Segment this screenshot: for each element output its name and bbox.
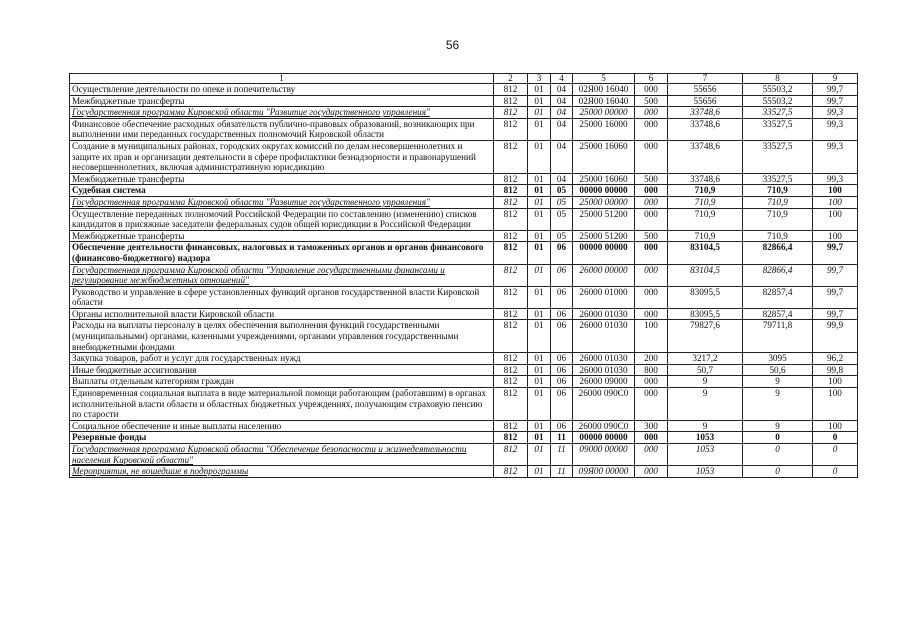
section-cell: 01 — [528, 118, 551, 140]
item-name-cell: Создание в муниципальных районах, городских округах комиссий по делам несовершеннолетних и защите их прав и организации деятельности в сфере профилактики безнадзорности и правонарушений несовершеннолетних, включая административную юрисдикцию — [70, 140, 494, 173]
subsection-cell: 05 — [551, 185, 573, 197]
percent-cell: 99,9 — [813, 320, 858, 353]
item-name-cell: Руководство и управление в сфере установленных функций органов государственной власти Кировской области — [70, 286, 494, 308]
percent-cell: 99,7 — [813, 264, 858, 286]
section-cell: 01 — [528, 353, 551, 365]
expense-type-cell: 500 — [635, 230, 668, 242]
header-cell: 4 — [551, 74, 573, 84]
expense-type-cell: 000 — [635, 376, 668, 388]
percent-cell: 100 — [813, 230, 858, 242]
actual-amount-cell: 82857,4 — [743, 308, 813, 320]
expense-type-cell: 000 — [635, 432, 668, 444]
plan-amount-cell: 9 — [668, 376, 743, 388]
percent-cell: 96,2 — [813, 353, 858, 365]
ministry-code-cell: 812 — [494, 173, 528, 185]
target-article-cell: 25000 00000 — [573, 196, 635, 208]
item-name-cell: Межбюджетные трансферты — [70, 230, 494, 242]
plan-amount-cell: 1053 — [668, 444, 743, 466]
section-cell: 01 — [528, 388, 551, 421]
section-cell: 01 — [528, 444, 551, 466]
item-name-cell: Осуществление переданных полномочий Российской Федерации по составлению (изменению) списков кандидатов в присяжные заседатели федеральных судов общей юрисдикции в Российской Федерации — [70, 208, 494, 230]
plan-amount-cell: 83104,5 — [668, 264, 743, 286]
expense-type-cell: 000 — [635, 242, 668, 264]
section-cell: 01 — [528, 84, 551, 96]
plan-amount-cell: 33748,6 — [668, 118, 743, 140]
plan-amount-cell: 710,9 — [668, 196, 743, 208]
ministry-code-cell: 812 — [494, 432, 528, 444]
ministry-code-cell: 812 — [494, 364, 528, 376]
item-name-cell: Государственная программа Кировской области "Развитие государственного управления" — [70, 196, 494, 208]
subsection-cell: 11 — [551, 432, 573, 444]
section-cell: 01 — [528, 376, 551, 388]
subsection-cell: 05 — [551, 196, 573, 208]
header-cell: 3 — [528, 74, 551, 84]
actual-amount-cell: 33527,5 — [743, 118, 813, 140]
plan-amount-cell: 55656 — [668, 95, 743, 107]
target-article-cell: 26000 01030 — [573, 364, 635, 376]
plan-amount-cell: 9 — [668, 420, 743, 432]
ministry-code-cell: 812 — [494, 196, 528, 208]
actual-amount-cell: 3095 — [743, 353, 813, 365]
table-row — [70, 432, 858, 444]
table-row — [70, 242, 858, 264]
table-row — [70, 466, 858, 478]
percent-cell: 100 — [813, 420, 858, 432]
table-row — [70, 320, 858, 353]
table-row — [70, 208, 858, 230]
plan-amount-cell: 83095,5 — [668, 286, 743, 308]
actual-amount-cell: 9 — [743, 376, 813, 388]
subsection-cell: 05 — [551, 208, 573, 230]
target-article-cell: 26000 090С0 — [573, 420, 635, 432]
page-number: 56 — [445, 38, 460, 52]
section-cell: 01 — [528, 432, 551, 444]
subsection-cell: 11 — [551, 466, 573, 478]
table-row — [70, 264, 858, 286]
table-row — [70, 364, 858, 376]
ministry-code-cell: 812 — [494, 308, 528, 320]
item-name-cell: Межбюджетные трансферты — [70, 95, 494, 107]
item-name-cell: Социальное обеспечение и иные выплаты населению — [70, 420, 494, 432]
item-name-cell: Иные бюджетные ассигнования — [70, 364, 494, 376]
expense-type-cell: 500 — [635, 95, 668, 107]
ministry-code-cell: 812 — [494, 242, 528, 264]
section-cell: 01 — [528, 208, 551, 230]
subsection-cell: 06 — [551, 308, 573, 320]
subsection-cell: 04 — [551, 84, 573, 96]
header-cell: 6 — [635, 74, 668, 84]
section-cell: 01 — [528, 320, 551, 353]
actual-amount-cell: 82857,4 — [743, 286, 813, 308]
subsection-cell: 04 — [551, 118, 573, 140]
ministry-code-cell: 812 — [494, 118, 528, 140]
header-cell: 8 — [743, 74, 813, 84]
target-article-cell: 25000 16000 — [573, 118, 635, 140]
expense-type-cell: 000 — [635, 466, 668, 478]
header-cell: 5 — [573, 74, 635, 84]
target-article-cell: 25000 51200 — [573, 208, 635, 230]
target-article-cell: 26000 090С0 — [573, 388, 635, 421]
actual-amount-cell: 9 — [743, 388, 813, 421]
ministry-code-cell: 812 — [494, 444, 528, 466]
target-article-cell: 02Я00 16040 — [573, 95, 635, 107]
expense-type-cell: 000 — [635, 388, 668, 421]
table-row — [70, 420, 858, 432]
section-cell: 01 — [528, 420, 551, 432]
ministry-code-cell: 812 — [494, 466, 528, 478]
section-cell: 01 — [528, 466, 551, 478]
expense-type-cell: 800 — [635, 364, 668, 376]
percent-cell: 100 — [813, 196, 858, 208]
actual-amount-cell: 50,6 — [743, 364, 813, 376]
item-name-cell: Финансовое обеспечение расходных обязательств публично-правовых образований, возникающих при выполнении ими переданных государственных полномочий Кировской области — [70, 118, 494, 140]
table-row — [70, 308, 858, 320]
subsection-cell: 06 — [551, 364, 573, 376]
ministry-code-cell: 812 — [494, 376, 528, 388]
percent-cell: 100 — [813, 208, 858, 230]
percent-cell: 0 — [813, 432, 858, 444]
subsection-cell: 06 — [551, 286, 573, 308]
actual-amount-cell: 82866,4 — [743, 264, 813, 286]
expense-type-cell: 000 — [635, 107, 668, 119]
target-article-cell: 25000 00000 — [573, 107, 635, 119]
table-row — [70, 107, 858, 119]
percent-cell: 99,3 — [813, 173, 858, 185]
expense-type-cell: 000 — [635, 264, 668, 286]
ministry-code-cell: 812 — [494, 208, 528, 230]
item-name-cell: Органы исполнительной власти Кировской области — [70, 308, 494, 320]
percent-cell: 99,8 — [813, 364, 858, 376]
expense-type-cell: 000 — [635, 118, 668, 140]
plan-amount-cell: 9 — [668, 388, 743, 421]
ministry-code-cell: 812 — [494, 84, 528, 96]
plan-amount-cell: 710,9 — [668, 185, 743, 197]
actual-amount-cell: 710,9 — [743, 185, 813, 197]
subsection-cell: 11 — [551, 444, 573, 466]
header-cell: 9 — [813, 74, 858, 84]
actual-amount-cell: 0 — [743, 432, 813, 444]
target-article-cell: 25000 16060 — [573, 173, 635, 185]
percent-cell: 99,7 — [813, 308, 858, 320]
percent-cell: 99,7 — [813, 286, 858, 308]
ministry-code-cell: 812 — [494, 230, 528, 242]
expense-type-cell: 000 — [635, 140, 668, 173]
percent-cell: 100 — [813, 185, 858, 197]
subsection-cell: 06 — [551, 320, 573, 353]
plan-amount-cell: 50,7 — [668, 364, 743, 376]
expense-type-cell: 000 — [635, 444, 668, 466]
plan-amount-cell: 33748,6 — [668, 140, 743, 173]
section-cell: 01 — [528, 107, 551, 119]
expense-type-cell: 500 — [635, 173, 668, 185]
table-row — [70, 230, 858, 242]
section-cell: 01 — [528, 196, 551, 208]
ministry-code-cell: 812 — [494, 140, 528, 173]
ministry-code-cell: 812 — [494, 264, 528, 286]
subsection-cell: 06 — [551, 353, 573, 365]
target-article-cell: 25000 16060 — [573, 140, 635, 173]
actual-amount-cell: 0 — [743, 466, 813, 478]
plan-amount-cell: 79827,6 — [668, 320, 743, 353]
section-cell: 01 — [528, 264, 551, 286]
section-cell: 01 — [528, 173, 551, 185]
plan-amount-cell: 710,9 — [668, 230, 743, 242]
plan-amount-cell: 33748,6 — [668, 107, 743, 119]
expense-type-cell: 100 — [635, 320, 668, 353]
target-article-cell: 00000 00000 — [573, 185, 635, 197]
expense-type-cell: 300 — [635, 420, 668, 432]
expense-type-cell: 000 — [635, 286, 668, 308]
expense-type-cell: 000 — [635, 84, 668, 96]
item-name-cell: Государственная программа Кировской области "Управление государственными финансами и регулирование межбюджетных отношений" — [70, 264, 494, 286]
target-article-cell: 26000 00000 — [573, 264, 635, 286]
target-article-cell: 26000 01030 — [573, 353, 635, 365]
target-article-cell: 25000 51200 — [573, 230, 635, 242]
target-article-cell: 26000 01030 — [573, 320, 635, 353]
subsection-cell: 04 — [551, 173, 573, 185]
percent-cell: 99,7 — [813, 242, 858, 264]
item-name-cell: Осуществление деятельности по опеке и попечительству — [70, 84, 494, 96]
table-row — [70, 388, 858, 421]
percent-cell: 99,3 — [813, 140, 858, 173]
plan-amount-cell: 83095,5 — [668, 308, 743, 320]
item-name-cell: Мероприятия, не вошедшие в подпрограммы — [70, 466, 494, 478]
subsection-cell: 06 — [551, 388, 573, 421]
target-article-cell: 09Я00 00000 — [573, 466, 635, 478]
subsection-cell: 06 — [551, 420, 573, 432]
column-number-header-row — [70, 74, 858, 84]
actual-amount-cell: 55503,2 — [743, 95, 813, 107]
header-cell: 1 — [70, 74, 494, 84]
section-cell: 01 — [528, 364, 551, 376]
item-name-cell: Закупка товаров, работ и услуг для государственных нужд — [70, 353, 494, 365]
table-row — [70, 140, 858, 173]
table-row — [70, 84, 858, 96]
target-article-cell: 09000 00000 — [573, 444, 635, 466]
table-row — [70, 196, 858, 208]
plan-amount-cell: 1053 — [668, 432, 743, 444]
expense-type-cell: 000 — [635, 196, 668, 208]
subsection-cell: 06 — [551, 264, 573, 286]
actual-amount-cell: 33527,5 — [743, 140, 813, 173]
budget-table — [69, 73, 858, 478]
plan-amount-cell: 83104,5 — [668, 242, 743, 264]
ministry-code-cell: 812 — [494, 388, 528, 421]
actual-amount-cell: 710,9 — [743, 230, 813, 242]
table-row — [70, 95, 858, 107]
ministry-code-cell: 812 — [494, 95, 528, 107]
section-cell: 01 — [528, 286, 551, 308]
percent-cell: 99,7 — [813, 95, 858, 107]
actual-amount-cell: 33527,5 — [743, 173, 813, 185]
item-name-cell: Единовременная социальная выплата в виде материальной помощи работающим (работавшим) в органах исполнительной власти области и областных бюджетных учреждениях, получающим страховую пенсию по старости — [70, 388, 494, 421]
percent-cell: 99,3 — [813, 107, 858, 119]
actual-amount-cell: 710,9 — [743, 196, 813, 208]
actual-amount-cell: 55503,2 — [743, 84, 813, 96]
target-article-cell: 26000 01000 — [573, 286, 635, 308]
percent-cell: 99,3 — [813, 118, 858, 140]
actual-amount-cell: 710,9 — [743, 208, 813, 230]
subsection-cell: 05 — [551, 230, 573, 242]
ministry-code-cell: 812 — [494, 185, 528, 197]
percent-cell: 0 — [813, 466, 858, 478]
subsection-cell: 06 — [551, 242, 573, 264]
actual-amount-cell: 0 — [743, 444, 813, 466]
target-article-cell: 26000 01030 — [573, 308, 635, 320]
header-cell: 2 — [494, 74, 528, 84]
header-cell: 7 — [668, 74, 743, 84]
table-row — [70, 444, 858, 466]
percent-cell: 99,7 — [813, 84, 858, 96]
ministry-code-cell: 812 — [494, 353, 528, 365]
table-row — [70, 173, 858, 185]
item-name-cell: Межбюджетные трансферты — [70, 173, 494, 185]
section-cell: 01 — [528, 185, 551, 197]
ministry-code-cell: 812 — [494, 286, 528, 308]
plan-amount-cell: 1053 — [668, 466, 743, 478]
actual-amount-cell: 79711,8 — [743, 320, 813, 353]
plan-amount-cell: 710,9 — [668, 208, 743, 230]
subsection-cell: 06 — [551, 376, 573, 388]
target-article-cell: 00000 00000 — [573, 242, 635, 264]
subsection-cell: 04 — [551, 95, 573, 107]
table-row — [70, 286, 858, 308]
item-name-cell: Государственная программа Кировской области "Развитие государственного управления" — [70, 107, 494, 119]
ministry-code-cell: 812 — [494, 107, 528, 119]
target-article-cell: 26000 09000 — [573, 376, 635, 388]
table-row — [70, 118, 858, 140]
subsection-cell: 04 — [551, 107, 573, 119]
expense-type-cell: 000 — [635, 208, 668, 230]
expense-type-cell: 200 — [635, 353, 668, 365]
target-article-cell: 00000 00000 — [573, 432, 635, 444]
item-name-cell: Расходы на выплаты персоналу в целях обеспечения выполнения функций государственными (муниципальными) органами, казенными учреждениями, органами управления государственными внебюджетными фондами — [70, 320, 494, 353]
table-row — [70, 185, 858, 197]
actual-amount-cell: 33527,5 — [743, 107, 813, 119]
percent-cell: 100 — [813, 376, 858, 388]
plan-amount-cell: 33748,6 — [668, 173, 743, 185]
actual-amount-cell: 82866,4 — [743, 242, 813, 264]
section-cell: 01 — [528, 230, 551, 242]
item-name-cell: Государственная программа Кировской области "Обеспечение безопасности и жизнедеятельности населения Кировской области" — [70, 444, 494, 466]
expense-type-cell: 000 — [635, 308, 668, 320]
actual-amount-cell: 9 — [743, 420, 813, 432]
percent-cell: 0 — [813, 444, 858, 466]
section-cell: 01 — [528, 140, 551, 173]
item-name-cell: Обеспечение деятельности финансовых, налоговых и таможенных органов и органов финансового (финансово-бюджетного) надзора — [70, 242, 494, 264]
item-name-cell: Резервные фонды — [70, 432, 494, 444]
item-name-cell: Судебная система — [70, 185, 494, 197]
target-article-cell: 02Я00 16040 — [573, 84, 635, 96]
ministry-code-cell: 812 — [494, 420, 528, 432]
section-cell: 01 — [528, 95, 551, 107]
table-row — [70, 353, 858, 365]
plan-amount-cell: 3217,2 — [668, 353, 743, 365]
expense-type-cell: 000 — [635, 185, 668, 197]
subsection-cell: 04 — [551, 140, 573, 173]
percent-cell: 100 — [813, 388, 858, 421]
ministry-code-cell: 812 — [494, 320, 528, 353]
section-cell: 01 — [528, 242, 551, 264]
item-name-cell: Выплаты отдельным категориям граждан — [70, 376, 494, 388]
plan-amount-cell: 55656 — [668, 84, 743, 96]
section-cell: 01 — [528, 308, 551, 320]
table-row — [70, 376, 858, 388]
